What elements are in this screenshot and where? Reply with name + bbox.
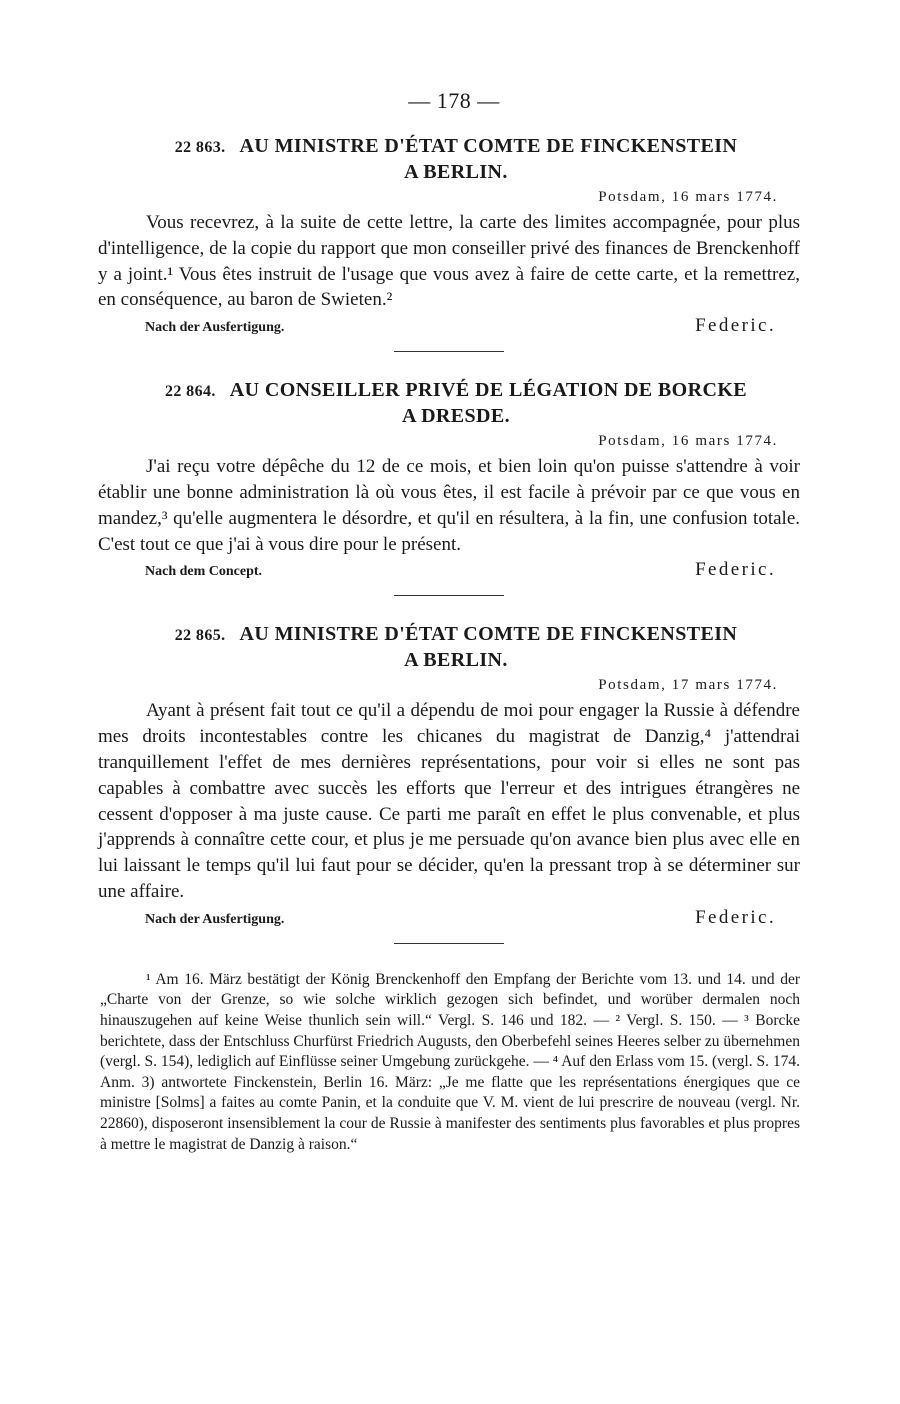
entry-heading (98, 622, 800, 673)
page-number: — 178 — (408, 88, 500, 113)
destination-line: A DRESDE. (401, 405, 511, 428)
addressee-line: AU MINISTRE D'ÉTAT COMTE DE FINCKENSTEIN (239, 135, 738, 157)
entry-number: 22 865. (174, 627, 226, 645)
letter-entry (98, 378, 800, 581)
document-page (98, 88, 800, 1155)
signature: Federic. (695, 906, 776, 928)
dateline: Potsdam, 16 mars 1774. (598, 433, 778, 450)
letter-entry (98, 622, 800, 928)
entry-heading (98, 134, 800, 185)
letter-text: Vous recevrez, à la suite de cette lettre, la carte des limites accompagnée, pour plus d'intelligence, de la copie du rapport que mon conseiller privé des finances de Brenckenhoff y a joint.¹ Vous êtes instruit de l'usage que vous avez à faire de cette carte, et la remettrez, en conséquence, au baron de Swieten.² (98, 212, 800, 311)
entry-number: 22 863. (174, 139, 226, 156)
entry-number: 22 864. (164, 383, 216, 401)
letter-entry (98, 134, 800, 337)
dateline: Potsdam, 16 mars 1774. (598, 189, 778, 205)
source-note: Nach der Ausfertigung. (145, 320, 285, 336)
separator-rule (394, 351, 504, 352)
destination-line: A BERLIN. (404, 161, 508, 183)
source-note: Nach dem Concept. (145, 564, 263, 580)
signature: Federic. (695, 559, 776, 581)
dateline: Potsdam, 17 mars 1774. (598, 677, 778, 694)
entry-heading (98, 378, 800, 429)
destination-line: A BERLIN. (404, 649, 508, 672)
letter-text: Ayant à présent fait tout ce qu'il a dépendu de moi pour engager la Russie à défendre mes droits incontestables contre les chicanes du magistrat de Danzig,⁴ j'attendrai tranquillement l'effet de mes dernières représentations, pour voir si elles ne sont pas capables à combattre avec succès les efforts que l'erreur et des intrigues étrangères ne cessent d'opposer à ma juste cause. Ce parti me paraît en effet le plus convenable, et plus j'apprends à connaître cette cour, et plus je me persuade qu'on avance bien plus avec elle en lui laissant le temps qu'il lui faut pour se décider, qu'en la pressant trop à se déterminer sur une affaire. (98, 700, 800, 902)
signature: Federic. (695, 315, 776, 337)
signature-row (98, 907, 800, 929)
separator-rule (394, 943, 504, 944)
source-note: Nach der Ausfertigung. (145, 911, 285, 927)
footnotes (98, 970, 800, 1155)
signature-row (98, 559, 800, 581)
separator-rule (394, 595, 504, 596)
addressee-line: AU MINISTRE D'ÉTAT COMTE DE FINCKENSTEIN (239, 623, 738, 646)
letter-text: J'ai reçu votre dépêche du 12 de ce mois, et bien loin qu'on puisse s'attendre à voir établir une bonne administration là où vous êtes, il est facile à prévoir par ce que vous en mandez,³ qu'elle augmentera le désordre, et qu'il en résultera, à la fin, une confusion totale. C'est tout ce que j'ai à vous dire pour le présent. (98, 456, 800, 555)
footnote-text: ¹ Am 16. März bestätigt der König Brenckenhoff den Empfang der Berichte vom 13. und 14. und der „Charte von der Grenze, so wie solche wirklich gezogen sich befindet, und worüber dermalen noch hinauszugehen auf keine Weise thunlich sein will.“ Vergl. S. 146 und 182. — ² Vergl. S. 150. — ³ Borcke berichtete, dass der Entschluss Churfürst Friedrich Augusts, den Oberbefehl seines Heeres selber zu übernehmen (vergl. S. 154), lediglich auf Einflüsse seiner Umgebung zurückgehe. — ⁴ Auf den Erlass vom 15. (vergl. S. 174. Anm. 3) antwortete Finckenstein, Berlin 16. März: „Je me flatte que les représentations énergiques que ce ministre [Solms] a faites au comte Panin, et la conduite que V. M. vient de lui prescrire de nouveau (vergl. Nr. 22860), disposeront insensiblement la cour de Russie à manifester des sentiments plus favorables et plus propres à mettre le magistrat de Danzig à raison.“ (100, 970, 800, 1153)
signature-row (98, 315, 800, 337)
addressee-line: AU CONSEILLER PRIVÉ DE LÉGATION DE BORCKE (229, 379, 748, 402)
